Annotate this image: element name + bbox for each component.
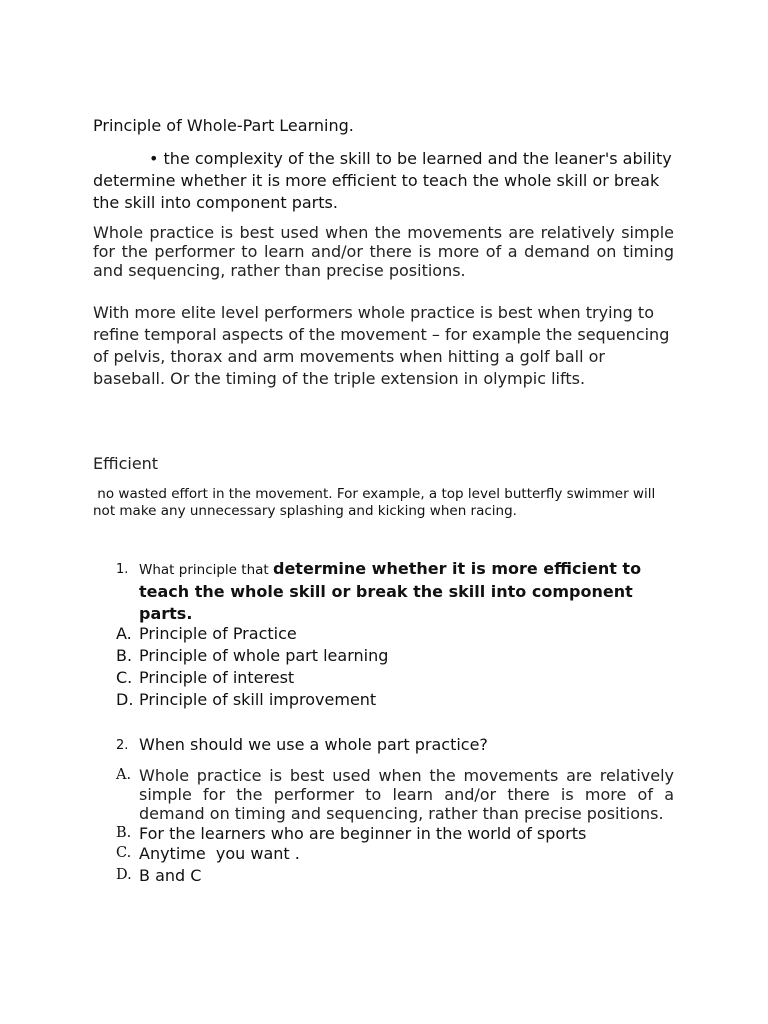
document-title: Principle of Whole-Part Learning. <box>93 116 354 135</box>
question-2-options <box>93 766 674 885</box>
option-a <box>93 766 674 823</box>
option-letter: B. <box>116 646 133 665</box>
question-1-options <box>93 623 674 711</box>
option-d <box>93 689 674 711</box>
elite-performers-paragraph: With more elite level performers whole practice is best when trying to refine temporal aspects of the movement – for example the sequencing of pelvis, thorax and arm movements when hitting a golf ball or baseball. Or the timing of the triple extension in olympic lifts. <box>93 303 670 388</box>
option-c <box>93 844 674 863</box>
option-text: Principle of whole part learning <box>139 646 389 665</box>
option-text: Whole practice is best used when the movements are relatively simple for the performer to learn and/or there is more of a demand on timing and sequencing, rather than precise positions. <box>139 766 674 823</box>
whole-practice-paragraph: Whole practice is best used when the movements are relatively simple for the performer to learn and/or there is more of a demand on timing and sequencing, rather than precise positions. <box>93 223 674 280</box>
option-text: Principle of skill improvement <box>139 690 377 709</box>
option-d <box>93 866 674 885</box>
option-b <box>93 824 674 843</box>
option-letter: A. <box>116 767 132 783</box>
option-c <box>93 667 674 689</box>
option-a <box>93 623 674 645</box>
option-text: Principle of Practice <box>139 624 297 643</box>
question-lead: What principle that <box>139 562 273 578</box>
question-bold-text: determine whether it is more efficient to teach the whole skill or break the skill into component parts. <box>139 559 642 623</box>
efficient-heading: Efficient <box>93 454 159 473</box>
option-letter: D. <box>116 690 134 709</box>
question-text <box>139 558 674 625</box>
option-letter: C. <box>116 668 133 687</box>
option-b <box>93 645 674 667</box>
option-letter: A. <box>116 624 132 643</box>
question-number: 2. <box>116 738 129 753</box>
efficient-definition: no wasted effort in the movement. For example, a top level butterfly swimmer will not make any unnecessary splashing and kicking when racing. <box>93 486 660 519</box>
option-text: B and C <box>139 866 202 885</box>
option-text: For the learners who are beginner in the world of sports <box>139 824 587 843</box>
question-text: When should we use a whole part practice? <box>139 735 488 754</box>
option-text: Anytime you want . <box>139 844 300 863</box>
bullet-paragraph: • the complexity of the skill to be learned and the leaner's ability determine whether it is more efficient to teach the whole skill or break the skill into component parts. <box>93 149 672 212</box>
option-text: Principle of interest <box>139 668 295 687</box>
option-letter: B. <box>116 825 132 841</box>
option-letter: C. <box>116 845 132 861</box>
option-letter: D. <box>116 867 132 883</box>
question-number: 1. <box>116 562 129 577</box>
